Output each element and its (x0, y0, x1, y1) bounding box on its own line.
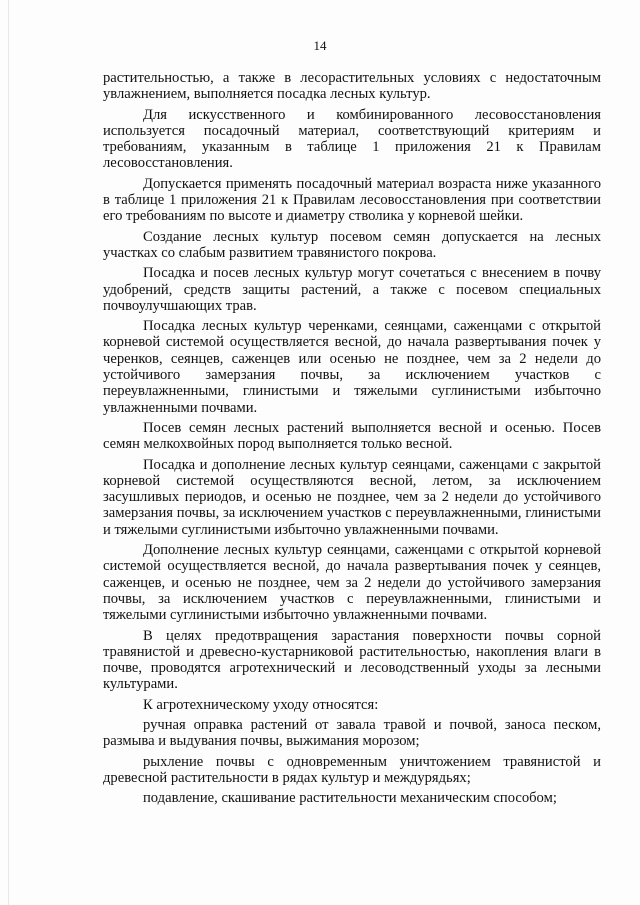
paragraph-continuation: растительностью, а также в лесорастительных условиях с недостаточным увлажнением, выполняется посадка лесных культур. (103, 70, 601, 103)
paragraph: Допускается применять посадочный материал возраста ниже указанного в таблице 1 приложения 21 к Правилам лесовосстановления при соответствии его требованиям по высоте и диаметру стволика у корневой шейки. (103, 175, 601, 225)
paragraph: В целях предотвращения зарастания поверхности почвы сорной травянистой и древесно-кустарниковой растительностью, накопления влаги в почве, проводятся агротехнический и лесоводственный уходы за лесными культурами. (103, 627, 601, 693)
list-item: рыхление почвы с одновременным уничтожением травянистой и древесной растительности в рядах культур и междурядьях; (103, 753, 601, 786)
scan-edge (8, 0, 9, 905)
paragraph: Посадка лесных культур черенками, сеянцами, саженцами с открытой корневой системой осуществляется весной, до начала развертывания почек у черенков, сеянцев, саженцев или осенью не позднее, чем за 2 недели до устойчивого замерзания почвы, за исключением участков с переувлажненными, глинистыми и тяжелыми суглинистыми избыточно увлажненными почвами. (103, 318, 601, 416)
list-item: подавление, скашивание растительности механическим способом; (143, 790, 557, 807)
body-text (103, 70, 601, 810)
paragraph: Создание лесных культур посевом семян допускается на лесных участках со слабым развитием травянистого покрова. (103, 228, 601, 261)
paragraph: Дополнение лесных культур сеянцами, саженцами с открытой корневой системой осуществляется весной, до начала развертывания почек у сеянцев, саженцев, и осенью не позднее, чем за 2 недели до устойчивого замерзания почвы, за исключением участков с переувлажненными, глинистыми и тяжелыми суглинистыми избыточно увлажненными почвами. (103, 542, 601, 624)
paragraph: Посадка и дополнение лесных культур сеянцами, саженцами с закрытой корневой системой осуществляются весной, летом, за исключением засушливых периодов, и осенью не позднее, чем за 2 недели до устойчивого замерзания почвы, за исключением участков с переувлажненными, глинистыми и тяжелыми суглинистыми избыточно увлажненными почвами. (103, 456, 601, 538)
paragraph: Посадка и посев лесных культур могут сочетаться с внесением в почву удобрений, средств защиты растений, а также с посевом специальных почвоулучшающих трав. (103, 265, 601, 314)
list-item: ручная оправка растений от завала травой и почвой, заноса песком, размыва и выдувания почвы, выжимания морозом; (103, 716, 601, 750)
paragraph: Для искусственного и комбинированного лесовосстановления используется посадочный материал, соответствующий критериям и требованиям, указанным в таблице 1 приложения 21 к Правилам лесовосстановления. (103, 106, 601, 172)
paragraph: К агротехническому уходу относятся: (143, 696, 379, 713)
page-number: 14 (313, 38, 327, 53)
paragraph: Посев семян лесных растений выполняется весной и осенью. Посев семян мелкохвойных пород выполняется только весной. (103, 419, 601, 453)
